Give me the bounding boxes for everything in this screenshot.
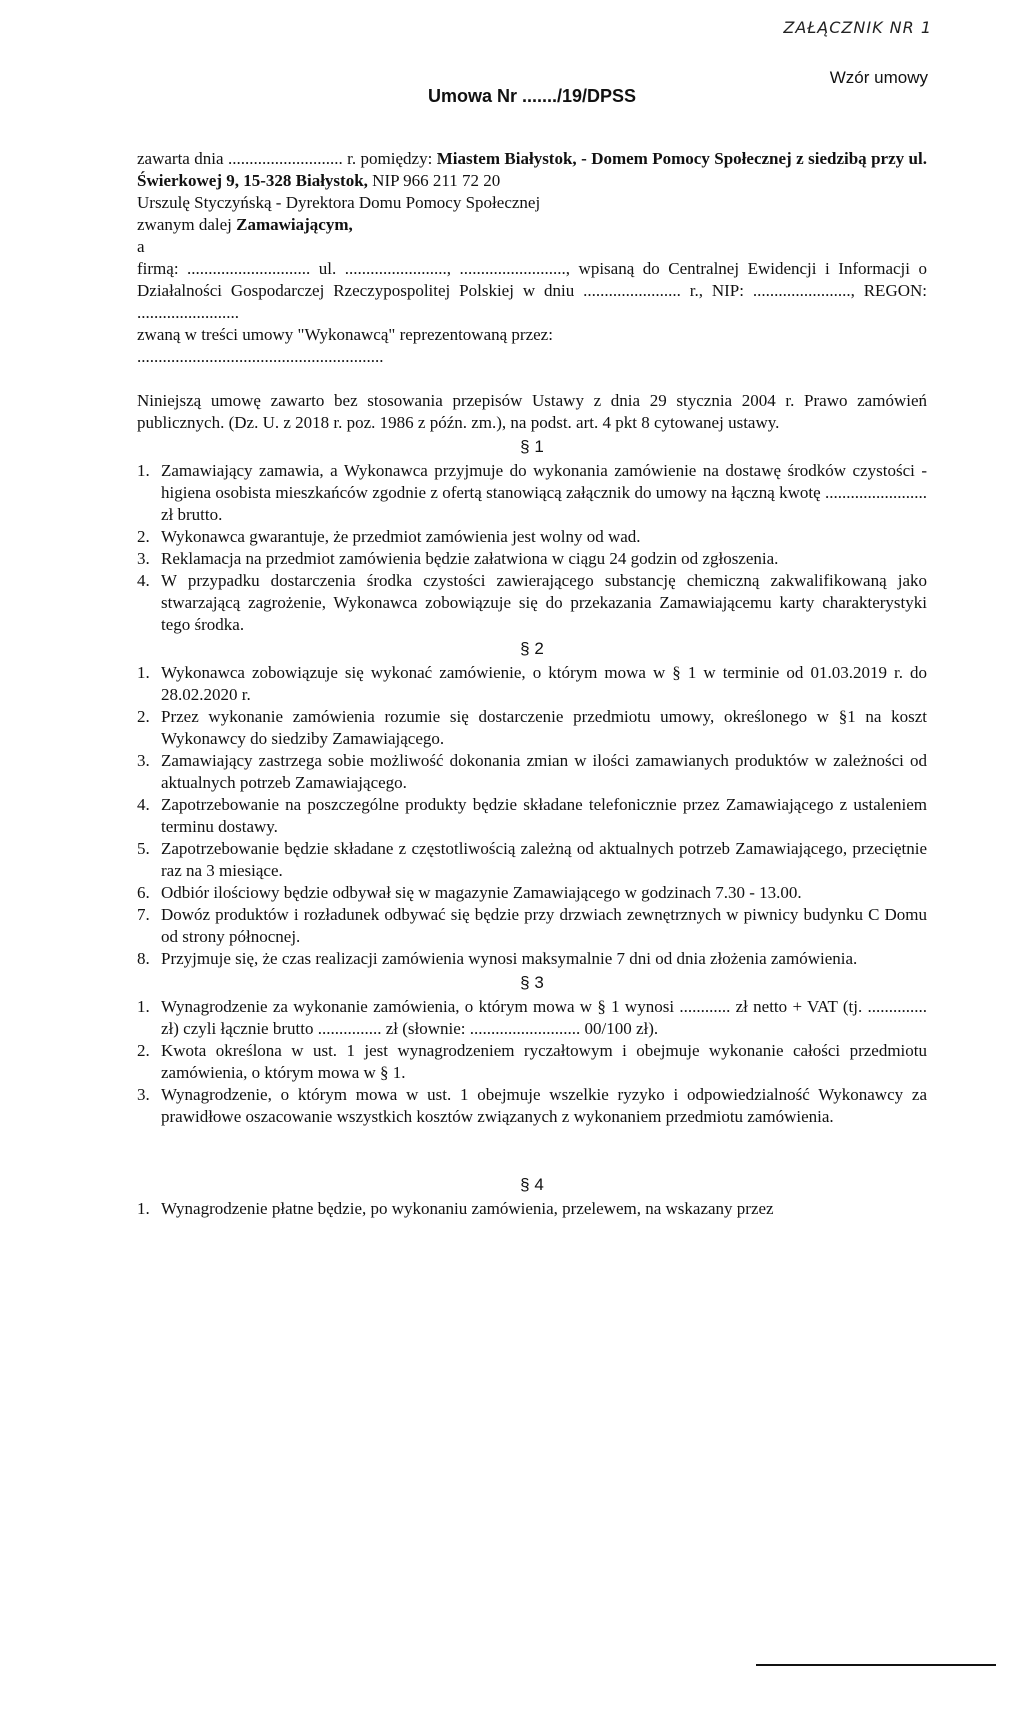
section-items [137, 996, 927, 1128]
item-text: Wykonawca zobowiązuje się wykonać zamówienie, o którym mowa w § 1 w terminie od 01.03.2019 r. do 28.02.2020 r. [161, 663, 927, 704]
list-item [137, 904, 927, 948]
list-item [137, 996, 927, 1040]
list-item [137, 882, 927, 904]
item-number: 8. [137, 949, 150, 968]
item-number: 1. [137, 663, 150, 682]
item-number: 4. [137, 795, 150, 814]
item-text: Dowóz produktów i rozładunek odbywać się będzie przy drzwiach zewnętrznych w piwnicy budynku C Domu od strony północnej. [161, 905, 927, 946]
item-text: Odbiór ilościowy będzie odbywał się w magazynie Zamawiającego w godzinach 7.30 - 13.00. [161, 883, 802, 902]
ordering-party-prefix: zwanym dalej [137, 215, 237, 234]
list-item [137, 794, 927, 838]
item-text: Zamawiający zamawia, a Wykonawca przyjmuje do wykonania zamówienie na dostawę środków czystości - higiena osobista mieszkańców zgodnie z ofertą stanowiącą załącznik do umowy na łączną kwotę ........................ zł brutto. [161, 461, 927, 524]
item-text: Przez wykonanie zamówienia rozumie się dostarczenie przedmiotu umowy, określonego w §1 na koszt Wykonawcy do siedziby Zamawiającego. [161, 707, 927, 748]
section-items [137, 460, 927, 636]
item-text: Wykonawca gwarantuje, że przedmiot zamówienia jest wolny od wad. [161, 527, 641, 546]
list-item [137, 1084, 927, 1128]
list-item [137, 750, 927, 794]
party-city-name: Miastem Białystok, - Domem Pomocy Społecznej z siedzibą przy ul. Świerkowej 9, 15-328 Białystok, [137, 149, 927, 190]
item-number: 2. [137, 527, 150, 546]
intro-contractor-label: zwaną w treści umowy "Wykonawcą" reprezentowaną przez: [137, 325, 553, 344]
section-items [137, 1198, 927, 1220]
list-item [137, 548, 927, 570]
list-item [137, 1198, 927, 1220]
section-heading: § 3 [520, 973, 544, 992]
item-number: 2. [137, 1041, 150, 1060]
item-number: 1. [137, 997, 150, 1016]
item-text: Zamawiający zastrzega sobie możliwość dokonania zmian w ilości zamawianych produktów w zależności od aktualnych potrzeb Zamawiającego. [161, 751, 927, 792]
scan-artifact-line [756, 1664, 996, 1666]
item-number: 6. [137, 883, 150, 902]
section-heading: § 2 [520, 639, 544, 658]
list-item [137, 948, 927, 970]
intro-ordering-party [137, 214, 927, 236]
list-item [137, 1040, 927, 1084]
list-item [137, 662, 927, 706]
handwritten-annotation: ZAŁĄCZNIK NR 1 [783, 18, 932, 37]
party-nip: NIP 966 211 72 20 [367, 171, 501, 190]
item-number: 3. [137, 549, 150, 568]
section-2 [137, 638, 927, 970]
intro-and: a [137, 237, 145, 256]
section-heading: § 1 [520, 437, 544, 456]
item-number: 2. [137, 707, 150, 726]
item-number: 7. [137, 905, 150, 924]
section-3 [137, 972, 927, 1128]
item-number: 4. [137, 571, 150, 590]
list-item [137, 526, 927, 548]
item-text: Zapotrzebowanie na poszczególne produkty będzie składane telefonicznie przez Zamawiającego z ustaleniem terminu dostawy. [161, 795, 927, 836]
item-number: 3. [137, 1085, 150, 1104]
section-1 [137, 436, 927, 636]
item-text: Wynagrodzenie płatne będzie, po wykonaniu zamówienia, przelewem, na wskazany przez [161, 1199, 774, 1218]
intro-parties [137, 148, 927, 192]
list-item [137, 460, 927, 526]
item-text: Przyjmuje się, że czas realizacji zamówienia wynosi maksymalnie 7 dni od dnia złożenia zamówienia. [161, 949, 858, 968]
item-text: Kwota określona w ust. 1 jest wynagrodzeniem ryczałtowym i obejmuje wykonanie całości przedmiotu zamówienia, o którym mowa w § 1. [161, 1041, 927, 1082]
intro-contractor-details: firmą: ............................. ul. ........................, ........................., wpisaną do Centralnej Ewidencji i Informacji o Działalności Gospodarczej Rzeczypospolitej Polskiej w dniu ....................... r., NIP: ......................., REGON: ........................ [137, 259, 927, 322]
intro-representative: Urszulę Styczyńską - Dyrektora Domu Pomocy Społecznej [137, 193, 541, 212]
item-text: Reklamacja na przedmiot zamówienia będzie załatwiona w ciągu 24 godzin od zgłoszenia. [161, 549, 779, 568]
item-number: 1. [137, 461, 150, 480]
item-number: 1. [137, 1199, 150, 1218]
contract-title: Umowa Nr ......./19/DPSS [428, 86, 637, 106]
list-item [137, 706, 927, 750]
section-heading: § 4 [520, 1175, 544, 1194]
legal-basis: Niniejszą umowę zawarto bez stosowania przepisów Ustawy z dnia 29 stycznia 2004 r. Prawo zamówień publicznych. (Dz. U. z 2018 r. poz. 1986 z późn. zm.), na podst. art. 4 pkt 8 cytowanej ustawy. [137, 391, 927, 432]
list-item [137, 838, 927, 882]
section-items [137, 662, 927, 970]
list-item [137, 570, 927, 636]
item-text: Wynagrodzenie, o którym mowa w ust. 1 obejmuje wszelkie ryzyko i odpowiedzialność Wykonawcy za prawidłowe oszacowanie wszystkich kosztów związanych z wykonaniem przedmiotu zamówienia. [161, 1085, 927, 1126]
intro-representative-blank: .......................................................... [137, 347, 384, 366]
intro-date-text: zawarta dnia ........................... r. pomiędzy: [137, 149, 437, 168]
document-body [137, 148, 927, 1220]
item-text: W przypadku dostarczenia środka czystości zawierającego substancję chemiczną zakwalifikowaną jako stwarzającą zagrożenie, Wykonawca zobowiązuje się do przekazania Zamawiającemu karty charakterystyki tego środka. [161, 571, 927, 634]
ordering-party-label: Zamawiającym, [236, 215, 353, 234]
item-number: 5. [137, 839, 150, 858]
section-4 [137, 1174, 927, 1220]
item-text: Zapotrzebowanie będzie składane z częstotliwością zależną od aktualnych potrzeb Zamawiającego, przeciętnie raz na 3 miesiące. [161, 839, 927, 880]
item-text: Wynagrodzenie za wykonanie zamówienia, o którym mowa w § 1 wynosi ............ zł netto + VAT (tj. .............. zł) czyli łącznie brutto ............... zł (słownie: .......................... 00/100 zł). [161, 997, 927, 1038]
template-label: Wzór umowy [829, 68, 928, 87]
item-number: 3. [137, 751, 150, 770]
